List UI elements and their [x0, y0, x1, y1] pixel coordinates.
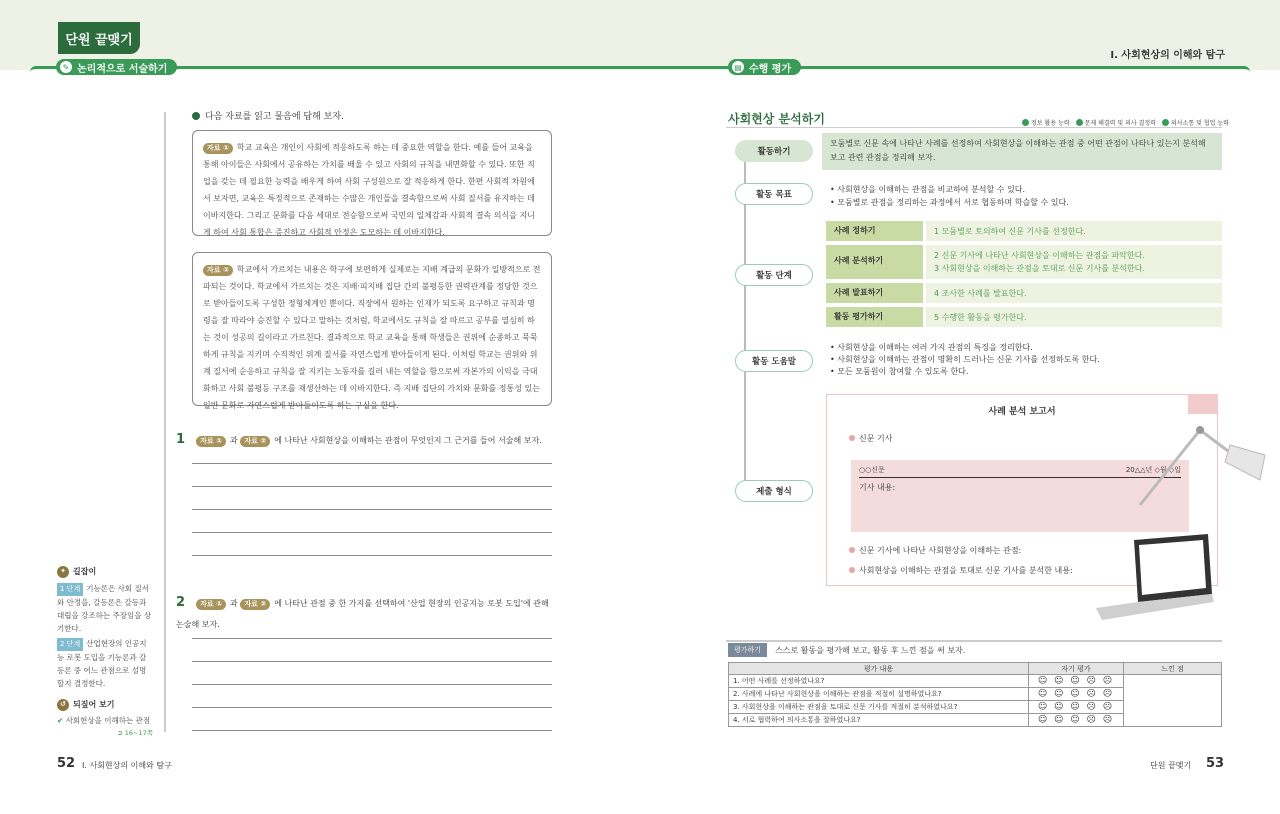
pencil-icon: ✎: [60, 61, 72, 73]
eval-item: 3. 사회현상을 이해하는 관점을 토대로 신문 기사를 적절히 분석하였나요?: [729, 701, 1029, 714]
content-label: 기사 내용:: [859, 483, 896, 492]
right-section-pill: [728, 59, 801, 75]
page-number-right: 53: [1206, 756, 1225, 771]
review-header: [57, 698, 153, 711]
source2-text: 학교에서 가르치는 내용은 학구에 보편하게 실제로는 지배 계급의 문화가 일방적으로 전파되는 것이다. 학교에서 가르치는 것은 지배·피지배 집단 간의 불평등한 권력관계를 정당한 것으로 받아들이도록 구성한 정형체계인 뿐이다. 직장에서 원하는 인재가 되도록 요구하고 규칙과 명령을 잘 따라야 승진할 수 있다고 말하는 것처럼, 학교에서도 규칙을 잘 따르고 공부를 열심히 하는 것이 성공의 길이라고 가르친다. 결과적으로 학교 교육을 통해 학생들은 권위에 순종하고 묵묵하게 규칙을 지키며 수직적인 위계 질서를 자연스럽게 받아들이게 된다. 이처럼 학교는 권위와 위계 질서에 순응하고 규칙을 잘 지키는 노동자를 길러 내는 역할을 함으로써 자본가의 이익을 극대화하고 사회 불평등 구조를 재생산하는 데 이바지한다. 즉 지배 집단의 가치와 문화를 정통성 있는 일반 문화로 자연스럽게 받아들이도록 하는 구실을 한다.: [203, 265, 541, 410]
answer-line[interactable]: [192, 684, 552, 685]
source1-badge: 자료 ①: [203, 143, 233, 154]
activity-title: 사회현상 분석하기: [728, 112, 825, 126]
paper-date: 20△△년 ◇월 ◇일: [1125, 466, 1181, 474]
answer-line[interactable]: [192, 638, 552, 639]
self-review-header: [728, 643, 965, 657]
step2-tag: 2 단계: [57, 638, 83, 651]
q1-text: 에 나타난 사회현상을 이해하는 관점이 무엇인지 그 근거를 들어 서술해 보자.: [274, 436, 542, 445]
paper-name: ○○신문: [859, 466, 885, 474]
q1-number: 1: [176, 432, 186, 447]
activity-description: 모둠별로 신문 속에 나타난 사례를 선정하여 사회현상을 이해하는 관점 중 어떤 관점이 나타나 있는지 분석해 보고 관련 관점을 정리해 보자.: [822, 133, 1222, 170]
q1-badge-a: 자료 ①: [196, 436, 226, 447]
step-name: 사례 정하기: [826, 221, 923, 241]
tip-list: [830, 342, 1100, 378]
step-name: 사례 분석하기: [826, 245, 923, 279]
source-box-1: [192, 130, 552, 236]
goal-item: • 모둠별로 관점을 정리하는 과정에서 서로 협동하며 학습할 수 있다.: [830, 198, 1069, 207]
right-section-label: 수행 평가: [749, 63, 792, 75]
eval-item: 2. 사례에 나타난 사회현상을 이해하는 관점을 적절히 설명하였나요?: [729, 688, 1029, 701]
report-item-perspective: 신문 기사에 나타난 사회현상을 이해하는 관점:: [849, 545, 1021, 556]
report-title: 사례 분석 보고서: [988, 407, 1056, 417]
legend-item: 정보 활용 능력: [1022, 118, 1070, 127]
report-item-analysis: 사회현상을 이해하는 관점을 토대로 신문 기사를 분석한 내용:: [849, 565, 1073, 576]
legend-item: 의사소통 및 협업 능력: [1162, 118, 1229, 127]
review-icon: ↺: [57, 699, 69, 711]
bullet-dot-icon: [192, 112, 200, 120]
step-desc: 2 신문 기사에 나타난 사회현상을 이해하는 관점을 파악한다. 3 사회현상을 이해하는 관점을 토대로 신문 기사를 분석한다.: [926, 245, 1222, 279]
compass-icon: ✦: [57, 566, 69, 578]
tip-item: • 사회현상을 이해하는 관점이 명확히 드러나는 신문 기사를 선정하도록 한다.: [830, 355, 1100, 364]
q2-badge-a: 자료 ①: [196, 599, 226, 610]
stage-help: 활동 도움말: [735, 350, 813, 372]
footer-right: 단원 끝맺기: [1150, 761, 1192, 770]
competency-legend: [1022, 118, 1229, 127]
feeling-cell[interactable]: [1124, 675, 1222, 727]
review-instruction: 스스로 활동을 평가해 보고, 활동 후 느낀 점을 써 보자.: [775, 645, 966, 655]
header-self: 자기 평가: [1029, 663, 1124, 675]
unit-tab: 단원 끝맺기: [58, 22, 140, 54]
review-divider: [726, 640, 1222, 642]
answer-line[interactable]: [192, 707, 552, 708]
stage-goal: 활동 목표: [735, 183, 813, 205]
q2-badge-b: 자료 ②: [240, 599, 270, 610]
eval-item: 1. 어떤 사례를 선정하였나요?: [729, 675, 1029, 688]
legend-item: 문제 해결력 및 의사 결정력: [1076, 118, 1156, 127]
hint-sidebar: [57, 565, 153, 740]
question-2: [176, 591, 556, 633]
header-band: [0, 0, 1280, 70]
evaluation-table: [728, 662, 1222, 727]
step1-text: 기능론은 사회 질서와 안정을, 갈등론은 갈등과 대립을 강조하는 주장임을 상기한다.: [57, 584, 152, 633]
hint-header: [57, 565, 153, 578]
q2-number: 2: [176, 595, 186, 610]
page-number-left: 52: [57, 756, 76, 771]
tip-item: • 사회현상을 이해하는 여러 가지 관점의 특징을 정리한다.: [830, 343, 1033, 352]
desk-lamp-illustration: [1130, 400, 1270, 510]
title-divider: [726, 127, 1222, 128]
stage-steps: 활동 단계: [735, 264, 813, 286]
face-rating[interactable]: ☺ ☺ ☺ ☹ ☹: [1029, 675, 1124, 688]
instruction-text: 다음 자료를 읽고 물음에 답해 보자.: [205, 112, 344, 122]
q1-mid: 과: [230, 436, 238, 445]
goal-list: [830, 183, 1069, 209]
hint-step2: [57, 637, 153, 690]
review-pages[interactable]: ➲ 16~17쪽: [117, 729, 153, 737]
step2-text: 산업현장의 인공지능 로봇 도입을 기능론과 갈등론 중 어느 관점으로 설명할지 결정한다.: [57, 639, 147, 688]
face-rating[interactable]: ☺ ☺ ☺ ☹ ☹: [1029, 714, 1124, 727]
hint-step1: [57, 582, 153, 635]
review-item-text: 사회현상을 이해하는 관점: [65, 716, 151, 725]
q2-text: 에 나타난 관점 중 한 가지를 선택하여 '산업 현장의 인공지능 로봇 도입'에 관해 논술해 보자.: [176, 599, 549, 629]
review-title: 되짚어 보기: [73, 700, 115, 709]
review-item: [57, 714, 153, 727]
clipboard-icon: ▤: [732, 61, 744, 73]
step-name: 활동 평가하기: [826, 307, 923, 327]
step-desc: 4 조사한 사례를 발표한다.: [926, 283, 1222, 303]
tip-item: • 모든 모둠원이 참여할 수 있도록 한다.: [830, 367, 969, 376]
hint-title: 길잡이: [73, 567, 97, 576]
answer-line[interactable]: [192, 730, 552, 731]
check-icon: ✔: [57, 716, 64, 725]
table-header-row: [729, 663, 1222, 675]
source1-text: 학교 교육은 개인이 사회에 적응하도록 하는 데 중요한 역할을 한다. 예를 들어 교육을 통해 아이들은 사회에서 공유하는 가치를 배울 수 있고 사회의 규칙을 내면화할 수 있다. 또한 직업을 갖는 데 필요한 능력을 배우게 하여 사회 구성원으로 잘 적응하게 한다. 한편 사회적 차원에서 보자면, 교육은 특정적으로 존재하는 수많은 개인들을 결속함으로써 사회 질서를 유지하는 데 이바지한다. 그리고 문화를 다음 세대로 전승함으로써 국민의 일체감과 사회적 결속 의식을 지니게 하여 사회 통합은 증진하고 사회적 안정은 도모하는 데 이바지한다.: [203, 143, 535, 237]
answer-line[interactable]: [192, 509, 552, 510]
instruction: [192, 109, 344, 122]
face-rating[interactable]: ☺ ☺ ☺ ☹ ☹: [1029, 701, 1124, 714]
eval-item: 4. 서로 협력하여 의사소통을 잘하였나요?: [729, 714, 1029, 727]
face-rating[interactable]: ☺ ☺ ☺ ☹ ☹: [1029, 688, 1124, 701]
chapter-title: Ⅰ. 사회현상의 이해와 탐구: [1110, 50, 1225, 61]
table-row: [729, 675, 1222, 688]
review-tag: 평가하기: [728, 643, 767, 657]
step-desc: 5 수행한 활동을 평가한다.: [926, 307, 1222, 327]
q2-mid: 과: [230, 599, 238, 608]
source-box-2: [192, 252, 552, 410]
header-divider: [30, 66, 1250, 72]
laptop-illustration: [1096, 530, 1216, 625]
source2-badge: 자료 ②: [203, 265, 233, 276]
answer-line[interactable]: [192, 486, 552, 487]
header-feeling: 느낀 점: [1124, 663, 1222, 675]
step-desc: 1 모둠별로 토의하여 신문 기사를 선정한다.: [926, 221, 1222, 241]
question-1: [176, 428, 556, 449]
stage-submit: 제출 형식: [735, 480, 813, 502]
left-margin-line: [164, 112, 166, 732]
left-section-pill: [56, 59, 177, 75]
report-item-article: 신문 기사: [849, 433, 892, 444]
left-section-label: 논리적으로 서술하기: [77, 63, 168, 75]
step-name: 사례 발표하기: [826, 283, 923, 303]
step1-tag: 1 단계: [57, 583, 83, 596]
stage-activity: 활동하기: [735, 140, 813, 162]
goal-item: • 사회현상을 이해하는 관점을 비교하여 분석할 수 있다.: [830, 185, 1026, 194]
answer-line[interactable]: [192, 555, 552, 556]
answer-line[interactable]: [192, 463, 552, 464]
answer-line[interactable]: [192, 532, 552, 533]
header-content: 평가 내용: [729, 663, 1029, 675]
footer-left: Ⅰ. 사회현상의 이해와 탐구: [82, 761, 172, 770]
q1-badge-b: 자료 ②: [240, 436, 270, 447]
answer-line[interactable]: [192, 661, 552, 662]
